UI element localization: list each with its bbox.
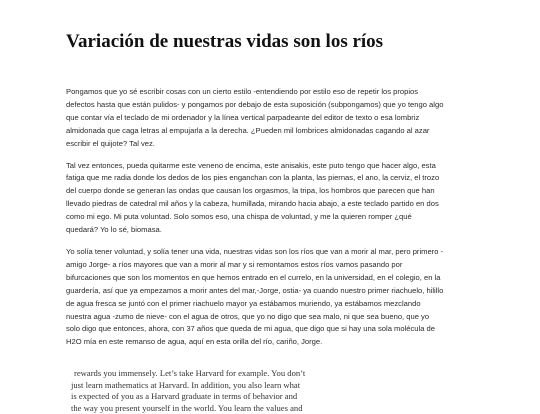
paragraph: Tal vez entonces, pueda quitarme este veneno de encima, este anisakis, este puto tengo que hacer algo, esta fatiga que me radia donde los dedos de los pies enganchan con la planta, las piernas, el ano, la cerviz, el trozo del cuerpo donde se generan las ondas que causan los orgasmos, la tripa, los hombros que parecen que han llevado piedras de catedral mil años y la cabeza, humillada, mirando hacia abajo, a este teclado partido en dos como mi ego. Mi puta voluntad. Solo somos eso, una chispa de voluntad, y me la quieren romper ¿qué quedará? Yo lo sé, biomasa.: [66, 160, 440, 235]
excerpt-line: rewards you immensely. Let’s take Harvard for example. You don’t: [74, 368, 306, 378]
excerpt-line: is expected of you as a Harvard graduate in terms of behavior and: [71, 391, 298, 402]
paragraph: Yo solía tener voluntad, y solía tener una vida, nuestras vidas son los ríos que van a morir al mar, pero primero -amigo Jorge- a ríos mayores que van a morir al mar y si remontamos estos ríos vamos pasando por bifurcaciones que son los momentos en que hemos entrado en el currelo, en la universidad, en el colegio, en la guardería, así que ya empezamos a morir antes del mar,-Jorge, ostia- ya cuando nuestro primer riachuelo, hilillo de agua fresca se juntó con el primer riachuelo mayor ya estábamos muriendo, ya estábamos mezclando nuestra agua -zumo de nieve- con el agua de otros, que yo no digo que sea malo, ni que sea bueno, que yo solo digo que entonces, ahora, con 37 años que queda de mi agua, que digo que si hay una sola molécula de H2O mía en este remanso de agua, aquí en esta orilla del río, cariño, Jorge.: [66, 246, 444, 347]
page-title: Variación de nuestras vidas son los ríos: [66, 31, 384, 52]
paragraph: Pongamos que yo sé escribir cosas con un cierto estilo -entendiendo por estilo eso de repetir los propios defectos hasta que están pulidos- y pongamos por debajo de esta suposición (subpongamos) que yo tengo algo que contar vía el teclado de mi ordenador y la línea vertical parpadeante del editor de texto o esa lombriz almidonada que caga letras al empujarla a la derecha. ¿Pueden mil lombrices almidonadas cagando al azar escribir el quijote? Tal vez.: [66, 87, 444, 148]
excerpt-line: the way you present yourself in the world. You learn the values and: [71, 402, 303, 413]
excerpt-line: just learn mathematics at Harvard. In addition, you also learn what: [71, 379, 301, 390]
article-body: [66, 86, 444, 358]
scanned-excerpt: [66, 368, 346, 413]
